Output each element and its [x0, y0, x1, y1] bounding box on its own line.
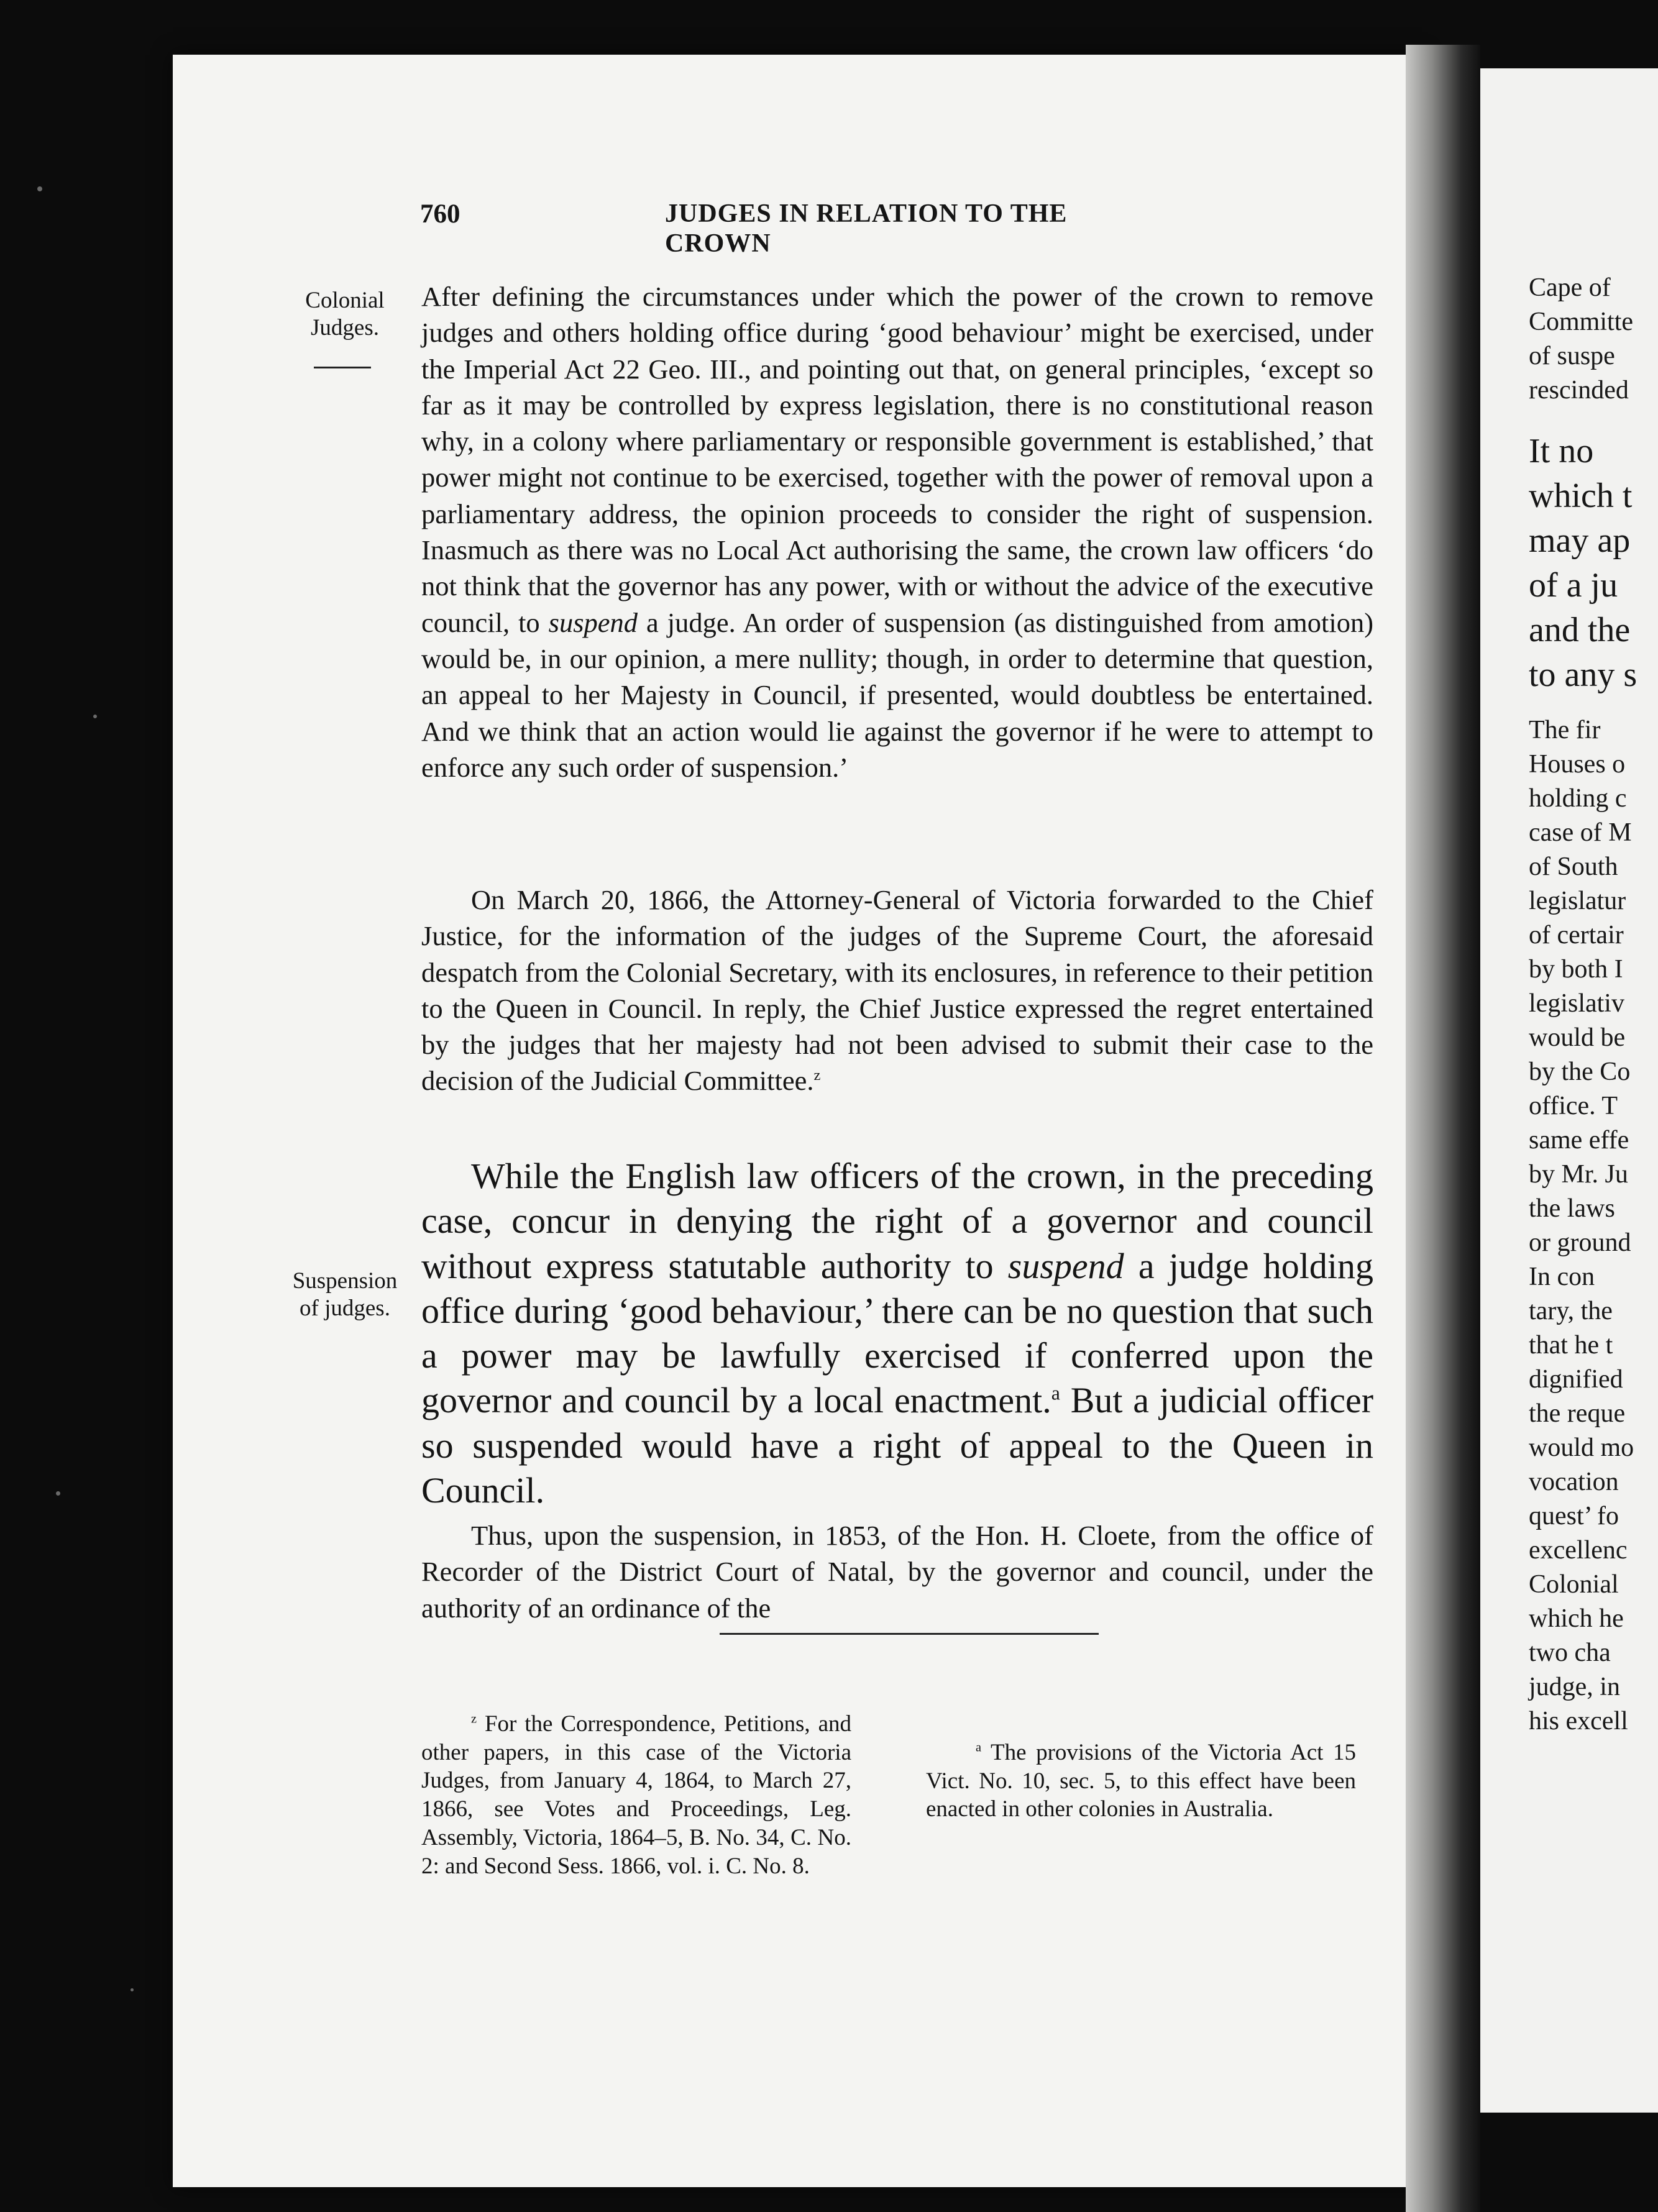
facing-page-line: his excell — [1529, 1707, 1628, 1735]
paragraph-text: a judge. An order of suspension (as distinguished from amotion) would be, in our opinion, a mere nullity; though, in order to determine that question, an appeal to her Majesty in Council, if presented, would doubtless be entertained. And we think that an action would lie against the governor if he were to attempt to enforce any such order of suspension.’ — [421, 606, 1374, 783]
italic-term: suspend — [1007, 1245, 1124, 1286]
facing-page-line: office. T — [1529, 1092, 1618, 1120]
facing-page-line: the laws — [1529, 1194, 1615, 1223]
running-head — [247, 199, 1179, 258]
scan-speck — [131, 1988, 134, 1991]
facing-page-line: It no — [1529, 432, 1594, 470]
scan-speck — [37, 186, 42, 191]
page-number: 760 — [420, 199, 460, 229]
running-title: JUDGES IN RELATION TO THE CROWN — [665, 199, 1068, 258]
facing-page-line: case of M — [1529, 818, 1632, 847]
facing-page-line: Committe — [1529, 308, 1633, 336]
footnote-text: The provisions of the Victoria Act 15 Vict. No. 10, sec. 5, to this effect have been enacted in other colonies in Australia. — [926, 1740, 1356, 1822]
page-gutter-shadow — [1406, 45, 1480, 2212]
footnote-a — [926, 1739, 1356, 1824]
margin-note-line: of judges. — [300, 1296, 390, 1321]
facing-page-line: the reque — [1529, 1399, 1626, 1428]
paragraph-cloete — [421, 1517, 1373, 1626]
margin-note-colonial-judges — [273, 287, 416, 342]
footnote-text: For the Correspondence, Petitions, and other papers, in this case of the Victoria Judges, from January 4, 1864, to March 27, 1866, see Votes and Proceedings, Leg. Assembly, Victoria, 1864–5, B. No. 34, C. No. 2: and Second Sess. 1866, vol. i. C. No. 8. — [421, 1711, 852, 1879]
facing-page-line: of certair — [1529, 921, 1624, 949]
footnote-mark: z — [471, 1712, 477, 1726]
paragraph-text: After defining the circumstances under which the power of the crown to remove judges and others holding office during ‘good behaviour’ might be exercised, under the Imperial Act 22 Geo. III., and pointing out that, on general principles, ‘except so far as it may be controlled by express legislation, there is no constitutional reason why, in a colony where parliamentary or responsible government is established,’ that power might not continue to be exercised, together with the power of removal upon a parliamentary address, the opinion proceeds to consider the right of suspension. Inasmuch as there was no Local Act authorising the same, the crown law officers ‘do not think that the governor has any power, with or without the advice of the executive council, to — [421, 281, 1373, 638]
paragraph-text: a judge holding office during ‘good behaviour,’ there can be no question that such a power may be lawfully exercised if conferred upon the governor and council by a local enactment. — [421, 1245, 1374, 1421]
facing-page-line: The fir — [1529, 716, 1601, 744]
facing-page-line: excellenc — [1529, 1536, 1628, 1565]
facing-page-line: would be — [1529, 1023, 1626, 1052]
margin-note-suspension-of-judges — [273, 1268, 416, 1322]
paragraph-text: On March 20, 1866, the Attorney-General of Victoria forwarded to the Chief Justice, for the information of the judges of the Supreme Court, the aforesaid despatch from the Colonial Secretary, with its enclosures, in reference to their petition to the Queen in Council. In reply, the Chief Justice expressed the regret entertained by the judges that her majesty had not been advised to submit their case to the decision of the Judicial Committee. — [421, 884, 1373, 1097]
facing-page-line: same effe — [1529, 1126, 1629, 1154]
facing-page-text-large — [1529, 429, 1637, 697]
paragraph-opinion — [421, 278, 1373, 785]
facing-page-line: two cha — [1529, 1638, 1611, 1667]
facing-page-line: that he t — [1529, 1331, 1613, 1360]
paragraph-principle — [421, 1154, 1373, 1513]
facing-page-line: would mo — [1529, 1433, 1634, 1462]
facing-page-line: legislativ — [1529, 989, 1624, 1018]
margin-note-line: Judges. — [311, 315, 379, 340]
margin-note-rule — [314, 367, 371, 368]
facing-page-line: vocation — [1529, 1468, 1619, 1496]
facing-page-line: of South — [1529, 852, 1618, 881]
facing-page-line: In con — [1529, 1263, 1595, 1291]
scan-speck — [56, 1491, 60, 1496]
paragraph-text: While the English law officers of the crown, in the preceding case, concur in denying the right of a governor and council without express statutable authority to — [421, 1156, 1373, 1286]
paragraph-march-1866 — [421, 882, 1373, 1099]
facing-page-line: of suspe — [1529, 342, 1615, 370]
facing-page-line: and the — [1529, 611, 1631, 649]
facing-page-line: to any s — [1529, 656, 1637, 694]
footnote-ref: z — [813, 1067, 821, 1084]
facing-page-line: Cape of — [1529, 273, 1611, 302]
facing-page-line: by the Co — [1529, 1058, 1631, 1086]
scan-speck — [93, 715, 97, 718]
facing-page-line: holding c — [1529, 784, 1627, 813]
facing-page-line: Houses o — [1529, 750, 1626, 779]
facing-page-line: judge, in — [1529, 1673, 1620, 1701]
facing-page-line: tary, the — [1529, 1297, 1613, 1325]
facing-page-text-bottom — [1529, 713, 1634, 1739]
facing-page-line: which t — [1529, 477, 1633, 515]
facing-page-line: of a ju — [1529, 566, 1618, 605]
facing-page-line: which he — [1529, 1604, 1624, 1633]
footnote-ref: a — [1051, 1382, 1060, 1405]
margin-note-line: Colonial — [305, 288, 385, 313]
facing-page-line: legislatur — [1529, 887, 1626, 915]
facing-page-line: may ap — [1529, 521, 1631, 560]
facing-page-line: rescinded — [1529, 376, 1629, 404]
footnote-rule — [720, 1633, 1099, 1635]
facing-page-line: by both I — [1529, 955, 1623, 984]
paragraph-text: Thus, upon the suspension, in 1853, of the Hon. H. Cloete, from the office of Recorder of the District Court of Natal, by the governor and council, under the authority of an ordinance of the — [421, 1520, 1373, 1624]
facing-page-line: by Mr. Ju — [1529, 1160, 1628, 1189]
italic-term: suspend — [548, 606, 638, 638]
footnote-z — [421, 1710, 851, 1880]
facing-page-text-top — [1529, 271, 1633, 408]
facing-page-line: dignified — [1529, 1365, 1623, 1394]
facing-page-line: Colonial — [1529, 1570, 1619, 1599]
facing-page-line: quest’ fo — [1529, 1502, 1619, 1530]
margin-note-line: Suspension — [292, 1268, 398, 1294]
paragraph-text: But a judicial officer so suspended would have a right of appeal to the Queen in Council. — [421, 1380, 1374, 1511]
footnote-mark: a — [976, 1740, 982, 1755]
facing-page-line: or ground — [1529, 1228, 1631, 1257]
